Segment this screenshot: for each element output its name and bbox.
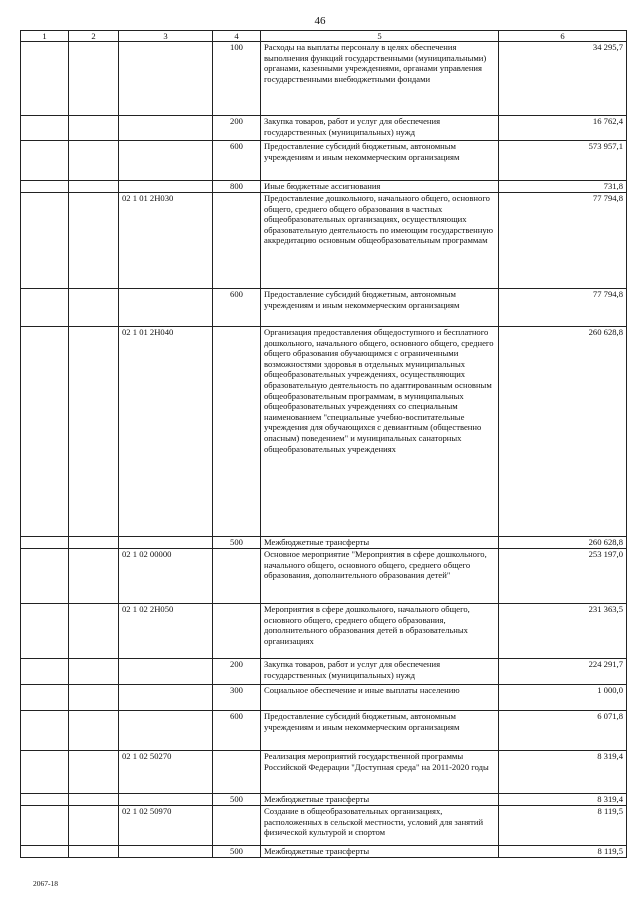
table-header-row xyxy=(21,31,627,42)
table-row xyxy=(21,549,627,604)
expense-type-code: 600 xyxy=(213,711,261,751)
amount: 77 794,8 xyxy=(499,193,627,289)
table-row xyxy=(21,289,627,327)
target-article-code xyxy=(119,116,213,141)
target-article-code: 02 1 01 2Н040 xyxy=(119,327,213,537)
table-row xyxy=(21,193,627,289)
expense-type-code: 500 xyxy=(213,537,261,549)
amount: 231 363,5 xyxy=(499,604,627,659)
target-article-code xyxy=(119,685,213,711)
table-row xyxy=(21,327,627,537)
item-name: Предоставление дошкольного, начального общего, основного общего, среднего общего образования в частных общеобразовательных организациях, осуществляющих образовательную деятельность по имеющим государственную аккредитацию основным общеобразовательным программам xyxy=(261,193,499,289)
item-name: Основное мероприятие "Мероприятия в сфере дошкольного, начального общего, основного общего, среднего общего образования, дополнительного образования детей" xyxy=(261,549,499,604)
item-name: Межбюджетные трансферты xyxy=(261,846,499,858)
table-row xyxy=(21,794,627,806)
amount: 8 119,5 xyxy=(499,806,627,846)
expense-type-code xyxy=(213,193,261,289)
item-name: Предоставление субсидий бюджетным, автономным учреждениям и иным некоммерческим организациям xyxy=(261,141,499,181)
column-header: 6 xyxy=(499,31,627,42)
amount: 34 295,7 xyxy=(499,42,627,116)
table-row xyxy=(21,659,627,685)
expense-type-code: 600 xyxy=(213,141,261,181)
table-row xyxy=(21,42,627,116)
amount: 224 291,7 xyxy=(499,659,627,685)
target-article-code: 02 1 02 00000 xyxy=(119,549,213,604)
amount: 573 957,1 xyxy=(499,141,627,181)
expense-type-code xyxy=(213,549,261,604)
target-article-code xyxy=(119,42,213,116)
expense-type-code: 500 xyxy=(213,846,261,858)
expense-type-code: 500 xyxy=(213,794,261,806)
target-article-code xyxy=(119,289,213,327)
column-header: 1 xyxy=(21,31,69,42)
target-article-code xyxy=(119,181,213,193)
table-row xyxy=(21,751,627,794)
table-row xyxy=(21,141,627,181)
table-row xyxy=(21,116,627,141)
expense-type-code xyxy=(213,751,261,794)
expense-type-code: 800 xyxy=(213,181,261,193)
table-row xyxy=(21,806,627,846)
item-name: Мероприятия в сфере дошкольного, начального общего, основного общего, среднего общего образования, дополнительного образования детей в образовательных организациях xyxy=(261,604,499,659)
item-name: Предоставление субсидий бюджетным, автономным учреждениям и иным некоммерческим организациям xyxy=(261,711,499,751)
item-name: Создание в общеобразовательных организациях, расположенных в сельской местности, условий для занятий физической культурой и спортом xyxy=(261,806,499,846)
item-name: Закупка товаров, работ и услуг для обеспечения государственных (муниципальных) нужд xyxy=(261,659,499,685)
column-header: 2 xyxy=(69,31,119,42)
amount: 260 628,8 xyxy=(499,537,627,549)
amount: 6 071,8 xyxy=(499,711,627,751)
target-article-code xyxy=(119,141,213,181)
column-header: 4 xyxy=(213,31,261,42)
target-article-code xyxy=(119,794,213,806)
document-code: 2067-18 xyxy=(33,879,58,888)
target-article-code: 02 1 02 50270 xyxy=(119,751,213,794)
amount: 731,8 xyxy=(499,181,627,193)
expense-type-code xyxy=(213,604,261,659)
item-name: Межбюджетные трансферты xyxy=(261,794,499,806)
column-header: 3 xyxy=(119,31,213,42)
target-article-code: 02 1 02 2Н050 xyxy=(119,604,213,659)
amount: 253 197,0 xyxy=(499,549,627,604)
target-article-code xyxy=(119,846,213,858)
table-row xyxy=(21,537,627,549)
page-number: 46 xyxy=(314,15,326,27)
amount: 1 000,0 xyxy=(499,685,627,711)
item-name: Организация предоставления общедоступного и бесплатного дошкольного, начального общего, основного общего, среднего общего образования обучающимся с ограниченными возможностями здоровья в отдельных муниципальных общеобразовательных учреждениях, осуществляющих образовательную деятельность по адаптированным основным общеобразовательным программам, в муниципальных общеобразовательных учреждениях со специальным наименованием "специальные учебно-воспитательные учреждения для обучающихся с девиантным (общественно опасным) поведением" и муниципальных санаторных общеобразовательных учреждениях xyxy=(261,327,499,537)
budget-table xyxy=(20,30,627,858)
table-row xyxy=(21,181,627,193)
table-row xyxy=(21,604,627,659)
amount: 8 319,4 xyxy=(499,751,627,794)
target-article-code xyxy=(119,537,213,549)
item-name: Реализация мероприятий государственной программы Российской Федерации "Доступная среда" на 2011-2020 годы xyxy=(261,751,499,794)
item-name: Межбюджетные трансферты xyxy=(261,537,499,549)
expense-type-code: 100 xyxy=(213,42,261,116)
expense-type-code xyxy=(213,806,261,846)
table-row xyxy=(21,685,627,711)
item-name: Предоставление субсидий бюджетным, автономным учреждениям и иным некоммерческим организациям xyxy=(261,289,499,327)
amount: 8 119,5 xyxy=(499,846,627,858)
target-article-code xyxy=(119,711,213,751)
expense-type-code: 200 xyxy=(213,659,261,685)
amount: 16 762,4 xyxy=(499,116,627,141)
target-article-code: 02 1 01 2Н030 xyxy=(119,193,213,289)
expense-type-code: 300 xyxy=(213,685,261,711)
target-article-code: 02 1 02 50970 xyxy=(119,806,213,846)
expense-type-code: 600 xyxy=(213,289,261,327)
item-name: Закупка товаров, работ и услуг для обеспечения государственных (муниципальных) нужд xyxy=(261,116,499,141)
amount: 77 794,8 xyxy=(499,289,627,327)
amount: 8 319,4 xyxy=(499,794,627,806)
item-name: Социальное обеспечение и иные выплаты населению xyxy=(261,685,499,711)
amount: 260 628,8 xyxy=(499,327,627,537)
item-name: Расходы на выплаты персоналу в целях обеспечения выполнения функций государственными (муниципальными) органами, казенными учреждениями, органами управления государственными внебюджетными фондами xyxy=(261,42,499,116)
table-row xyxy=(21,846,627,858)
column-header: 5 xyxy=(261,31,499,42)
target-article-code xyxy=(119,659,213,685)
table-row xyxy=(21,711,627,751)
item-name: Иные бюджетные ассигнования xyxy=(261,181,499,193)
expense-type-code: 200 xyxy=(213,116,261,141)
expense-type-code xyxy=(213,327,261,537)
